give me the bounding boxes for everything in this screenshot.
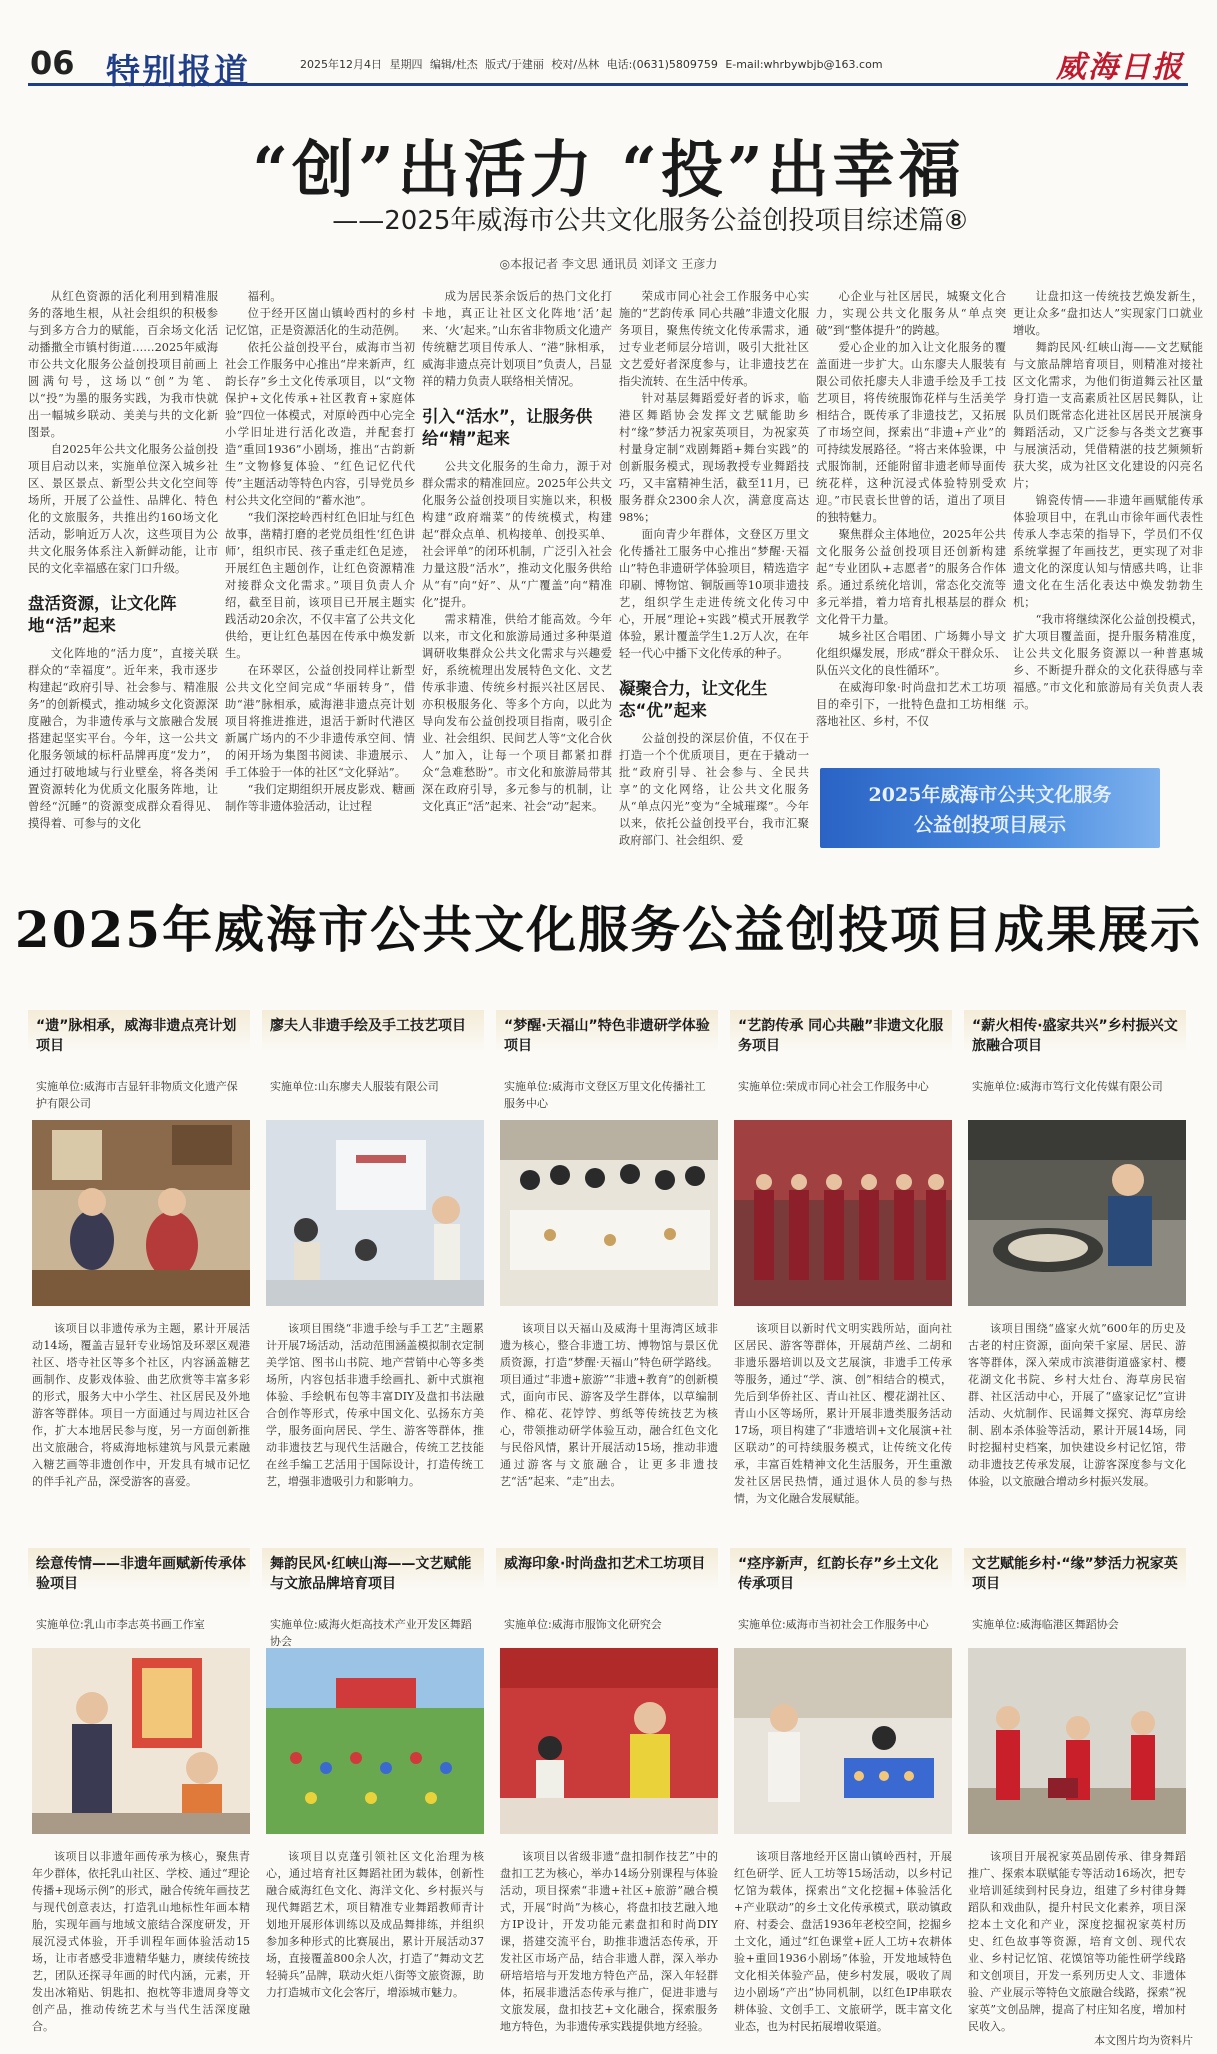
project-description: 该项目以克蓬引领社区文化治理为核心，通过培育社区舞蹈社团为载体，创新性融合威海红色文化、海洋文化、乡村振兴与现代舞蹈艺术，项目精准专业舞蹈教师青计划地开展形体训练以及成品舞排练，并组织参加多种形式的比赛展出，累计开展活动37场，直接覆盖800余人次，打造了“舞动文艺轻骑兵”品牌，联动火炬八街等文旅资源，助力打造城市文化会客厅，增添城市魅力。	[266, 1850, 484, 1999]
project-title: “痉序新声，红韵长存”乡土文化传承项目	[738, 1556, 939, 1592]
project-description: 该项目围绕“盛家火炕”600年的历史及古老的村庄资源，面向荣千家屋、居民、游客等群体，深入荣成市滨港街道盛家村、樱花湖文化书院、乡村大灶台、海草房民宿群、社区活动中心，开展了“盛家记忆”宣讲活动、火炕制作、民谣舞文探究、海草房绘制、剧本杀体验等活动，累计开展14场，同时挖掘村史档案，加快建设乡村记忆馆，带动非遗技艺传承发展，让游客深度参与文化体验，以文旅融合增动乡村振兴发展。	[968, 1322, 1186, 1488]
newspaper-logo: 威海日报	[1056, 50, 1184, 85]
project-photo	[734, 1648, 952, 1834]
paragraph: 锦瓷传情——非遗年画赋能传承体验项目中，在乳山市徐年画代表性传承人李志荣的指导下，学员们不仅系统掌握了年画技艺，更实现了对非遗文化的深度认知与情感共鸣，让非遗文化在生活化表达中焕发勃勃生机；	[1013, 494, 1203, 609]
project-photo	[32, 1120, 250, 1306]
project-photo	[500, 1120, 718, 1306]
project-photo	[968, 1648, 1186, 1834]
paragraph: 依托公益创投平台，威海市当初社会工作服务中心推出“岸来新声，红韵长存”乡土文化传承项目，以“文物保护+文化传承+社区教育+家庭体验”四位一体模式，对原岭西中心完全小学旧址进行活化改造，并配套打造“重回1936”小剧场，推出“古韵新生”文物修复体验、“红色记忆代代传”主题活动等特色内容，引导党员乡村公共文化空间的“蓄水池”。	[225, 341, 415, 507]
masthead	[28, 40, 1188, 92]
byline: ◎本报记者 李文思 通讯员 刘译文 王彦力	[499, 257, 718, 271]
paragraph: “我们深挖岭西村红色旧址与红色故事，凿精打磨的老党员组性‘红色讲师’，组织市民、孩子重走红色足迹，开展红色主题创作，让红色资源精准对接群众文化需求。”项目负责人介绍，截至目前，该项目已开展主题实践活动20余次，不仅丰富了公共文化供给，更让红色基因在传承中焕发新生。	[225, 511, 415, 660]
paragraph: 成为居民茶余饭后的热门文化打卡地，真正让社区文化阵地‘活’起来、‘火’起来。”山东省非物质文化遗产传统糖艺项目传承人、“港”脉相承，威海非遗点亮计划项目”负责人，吕显祥的精力负责人联络相关情况。	[422, 290, 612, 388]
project-photo	[968, 1120, 1186, 1306]
project-unit: 实施单位:威海市吉显轩非物质文化遗产保护有限公司	[36, 1080, 238, 1110]
project-description: 该项目以非遗年画传承为核心，聚焦青年少群体，依托乳山社区、学校、通过“理论传播+现场示例”的形式，融合传统年画技艺与现代创意表达，打造乳山地标性年画本精胎，实现年画与地域文旅结合深度研发，开展沉浸式体验，开手训程年画体验活动15场，让市者感受非遗精华魅力，赓续传统技艺，团队还探寻年画的时代内涵，元素，开发出冰箱贴、钥匙扣、抱枕等非遗周身等文创产品，推动传统艺术与当代生活深度融合。	[32, 1850, 250, 2033]
project-unit: 实施单位:威海临港区舞蹈协会	[972, 1618, 1119, 1631]
project-card	[964, 1548, 1186, 2054]
paragraph: 文化阵地的“活力度”，直接关联群众的“幸福度”。近年来，我市逐步构建起“政府引导、社会参与、精准服务”的创新模式，推动城乡文化资源深度融合，为非遗传承与文旅融合发展搭建起坚实平台。今年，这一公共文化服务领域的标杆品牌再度“发力”，通过打破地域与行业壁垒，将各类闲置资源转化为优质文化服务阵地，让曾经“沉睡”的资源变成群众看得见、摸得着、可参与的文化	[28, 647, 218, 830]
paragraph: 聚焦群众主体地位，2025年公共文化服务公益创投项目还创新构建起“专业团队+志愿者”的服务合作体系。通过系统化培训，常态化交流等多元举措，着力培育扎根基层的群众文化骨干力量。	[816, 528, 1006, 626]
project-title: 廖夫人非遗手绘及手工技艺项目	[270, 1018, 466, 1034]
paragraph: 爱心企业的加入让文化服务的覆盖面进一步扩大。山东廖夫人服装有限公司依托廖夫人非遗手绘及手工技艺项目，将传统服饰花样与生活美学相结合，既传承了非遗技艺，又拓展了市场空间，探索出“非遗+产业”的可持续发展路径。“将古来体验课，中式服饰制，还能附留非遗老师导面传统花样，这种沉浸式体验特别受欢迎。”市民袁长世曾的话，道出了项目的独特魅力。	[816, 341, 1006, 524]
project-description: 该项目以新时代文明实践所站，面向社区居民、游客等群体，开展葫芦丝、二胡和非遗乐器培训以及文艺展演，非遗手工传承等服务，通过“学、演、创”相结合的模式，先后到华侨社区、青山社区、樱花湖社区、青山小区等场所，累计开展非遗类服务活动17场，项目构建了“非遗培训+文化展演+社区联动”的可持续服务模式，让传统文化传承，丰富百姓精神文化生活服务，开生重激发社区居民热情，通过退休人员的参与热情，为文化融合发展赋能。	[734, 1322, 952, 1505]
article-column-6	[1013, 288, 1203, 748]
project-photo	[266, 1120, 484, 1306]
project-title: 文艺赋能乡村·“缘”梦活力祝家英项目	[972, 1556, 1178, 1592]
issue-meta: 2025年12月4日 星期四 编辑/杜杰 版式/于建丽 校对/丛林 电话:(0631)5809759 E-mail:whrbywbjb@163.com	[300, 58, 883, 71]
project-description: 该项目以天福山及威海十里海湾区域非遗为核心，整合非遗工坊、博物馆与景区优质资源，打造“梦醒·天福山”特色研学路线。项目通过“非遗+旅游”“非遗+教育”的创新模式，面向市民、游客及学生群体，以草编制作、棉花、花饽饽、剪纸等传统技艺为核心，带领推动研学体验互动，融合红色文化与民俗风情，累计开展活动15场，推动非遗通过游客与文旅融合，让更多非遗技艺“活”起来、“走”出去。	[500, 1322, 718, 1488]
project-card	[262, 1548, 484, 2054]
photo-credit: 本文图片均为资料片	[1094, 2034, 1193, 2047]
project-card	[28, 1548, 250, 2054]
banner-line-1: 2025年威海市公共文化服务	[868, 784, 1112, 806]
paragraph: 在威海印象·时尚盘扣艺术工坊项目的牵引下，一批特色盘扣工坊相继落地社区、乡村，不仅	[816, 681, 1006, 728]
paragraph: “我们定期组织开展皮影戏、糖画制作等非遗体验活动，让过程	[225, 783, 415, 813]
project-photo	[32, 1648, 250, 1834]
paragraph: 针对基层舞蹈爱好者的诉求，临港区舞蹈协会发挥文艺赋能助乡村“缘”梦活力祝家英项目，为祝家英村量身定制“戏剧舞蹈+舞台实践”的创新服务模式，现场教授专业舞蹈技巧，又丰富精神生活，截至11月，已服务群众2300余人次，满意度高达98%；	[619, 392, 809, 524]
paragraph: 位于经开区崮山镇岭西村的乡村记忆馆，正是资源活化的生动范例。	[225, 307, 415, 337]
section-title: 2025年威海市公共文化服务公益创投项目成果展示	[14, 900, 1203, 959]
project-banner	[820, 768, 1160, 848]
project-description: 该项目落地经开区崮山镇岭西村，开展红色研学、匠人工坊等15场活动，以乡村记忆馆为载体，探索出“文化挖掘+体验活化+产业联动”的乡土文化传承模式，联动镇政府、村委会、盘活1936年老校空间，挖掘乡土文化，通过“红色课堂+匠人工坊+农耕体验+重回1936小剧场”体验，开发地域特色文化相关体验产品，使乡村发展，吸收了周边小剧场“产出”协同机制，以红色IP串联农耕体验、文创手工、文旅研学，既丰富文化业态，也为村民拓展增收渠道。	[734, 1850, 952, 2033]
subheading: 引入“活水”，让服务供给“精”起来	[422, 407, 593, 448]
project-photo	[734, 1120, 952, 1306]
paragraph: 在环翠区，公益创投同样让新型公共文化空间完成“华丽转身”，借助“港”脉相承，威海港非遗点亮计划项目将推进推进，退活于新时代港区新属广场内的不少非遗传承空间、情的闲开场为集图书阅读、非遗展示、手工体验于一体的社区“文化驿站”。	[225, 664, 415, 779]
project-title: 威海印象·时尚盘扣艺术工坊项目	[504, 1556, 706, 1572]
article-column-3	[422, 288, 612, 868]
project-title: “遗”脉相承，威海非遗点亮计划项目	[36, 1018, 237, 1054]
project-description: 该项目以非遗传承为主题，累计开展活动14场，覆盖吉显轩专业场馆及环翠区观港社区、塔寺社区等多个社区，内容涵盖糖艺画制作、皮影戏体验、曲艺欣赏等丰富多彩的形式，服务大中小学生、社区居民及外地游客等群体。项目一方面通过与周边社区合作，扩大本地居民参与度，另一方面创新推出文旅融合，将威海地标建筑与风景元素融入糖艺画等非遗创作中，开发具有城市记忆的伴手礼产品，深受游客的喜爱。	[32, 1322, 250, 1488]
project-photo	[266, 1648, 484, 1834]
article-column-2	[225, 288, 415, 868]
project-title: 舞韵民风·红峡山海——文艺赋能与文旅品牌培育项目	[270, 1556, 472, 1592]
project-card	[730, 1010, 952, 1570]
banner-line-2: 公益创投项目展示	[913, 814, 1066, 836]
project-unit: 实施单位:荣成市同心社会工作服务中心	[738, 1080, 929, 1093]
page-headline: “创”出活力 “投”出幸福	[252, 133, 965, 206]
paragraph: 舞韵民风·红峡山海——文艺赋能与文旅品牌培育项目，则精准对接社区文化需求，为他们街道舞云社区量身打造一支高素质社区居民舞队，让队员们既常态化进社区居民开展演身舞蹈活动，又广泛参与各类文艺赛事与展演活动，凭借精湛的技艺频频斩获大奖，成为社区文化建设的闪亮名片；	[1013, 341, 1203, 490]
paragraph: 从红色资源的活化利用到精准服务的落地生根，从社会组织的积极参与到多方合力的赋能，百余场文化活动播撒全市镇村街道……2025年威海市公共文化服务公益创投项目前画上圆满句号，这场以“创”为笔、以“投”为墨的服务实践，为我市快就出一幅城乡联动、美美与共的文化新图景。	[28, 290, 218, 439]
project-card	[28, 1010, 250, 1570]
paragraph: 需求精准，供给才能高效。今年以来，市文化和旅游局通过多种渠道调研收集群众公共文化需求与兴趣爱好，系统梳理出发展特色文化、文艺传承非遗、传统乡村振兴社区居民、亦积极服务化、等多个方向，以此为导向发布公益创投项目指南，吸引企业、社会组织、民间艺人等“文化合伙人”加入，让每一个项目都紧扣群众“急难愁盼”。市文化和旅游局带其深在政府引导，多元参与的机制，让文化真正“活”起来、社会“动”起来。	[422, 613, 612, 813]
subheading: 盘活资源，让文化阵地“活”起来	[28, 594, 177, 635]
project-unit: 实施单位:威海市笃行文化传媒有限公司	[972, 1080, 1163, 1093]
project-card	[496, 1010, 718, 1570]
project-title: “薪火相传·盛家共兴”乡村振兴文旅融合项目	[972, 1018, 1178, 1054]
paragraph: 面向青少年群体，文登区万里文化传播社工服务中心推出“梦醒·天福山”特色非遗研学体验项目，精选造字印刷、博物馆、铜版画等10项非遗技艺，组织学生走进传统文化传习中心，开展“理论+实践”模式开展教学体验，累计覆盖学生1.2万人次，在年轻一代心中播下文化传承的种子。	[619, 528, 809, 660]
article-column-4	[619, 288, 809, 868]
project-card	[730, 1548, 952, 2054]
project-unit: 实施单位:威海市服饰文化研究会	[504, 1618, 662, 1631]
article-column-1	[28, 288, 218, 868]
project-description: 该项目围绕“非遗手绘与手工艺”主题累计开展7场活动，活动范围涵盖模拟制衣定制美学馆、图书山书院、地产营销中心等多类场所，内容包括非遗手绘画扎、新中式旗袍体验、手绘帆布包等丰富DIY及盘扣书法融合创作等形式，传承中国文化、弘扬东方美学，服务面向居民、学生、游客等群体，推动非遗技艺与现代生活融合，传统工艺技能在丝手编工艺活用于国际设计，打造传统工艺，增强非遗吸引力和影响力。	[266, 1322, 484, 1488]
paragraph: 公共文化服务的生命力，源于对群众需求的精准回应。2025年公共文化服务公益创投项目实施以来，积极构建“政府端菜”的传统模式，构建起“群众点单、机构接单、创投买单、社会评单”的闭环机制，广泛引入社会力量这股“活水”，推动文化服务供给从“有”向“好”、从“广覆盖”向“精准化”提升。	[422, 460, 612, 609]
project-unit: 实施单位:威海市当初社会工作服务中心	[738, 1618, 929, 1631]
subheading: 凝聚合力，让文化生态“优”起来	[619, 679, 768, 720]
paragraph: “我市将继续深化公益创投模式，扩大项目覆盖面，提升服务精准度，让公共文化服务资源以一种普惠城乡、不断提升群众的文化获得感与幸福感。”市文化和旅游局有关负责人表示。	[1013, 613, 1203, 711]
project-unit: 实施单位:乳山市李志英书画工作室	[36, 1618, 205, 1631]
paragraph: 荣成市同心社会工作服务中心实施的“艺韵传承 同心共融”非遗文化服务项目，聚焦传统文化传承需求，通过专业老师层分培训，吸引大批社区文艺爱好者深度参与，让非遗技艺在指尖流转、在生活中传承。	[619, 290, 809, 388]
project-unit: 实施单位:威海市文登区万里文化传播社工服务中心	[504, 1080, 706, 1110]
paragraph: 公益创投的深层价值，不仅在于打造一个个优质项目，更在于撬动一批“政府引导、社会参与、全民共享”的文化网络，让公共文化服务从“单点闪光”变为“全城璀璨”。今年以来，依托公益创投平台，我市汇聚政府部门、社会组织、爱	[619, 732, 809, 847]
project-photo	[500, 1648, 718, 1834]
section-name: 特别报道	[106, 52, 250, 92]
project-description: 该项目以省级非遗“盘扣制作技艺”中的盘扣工艺为核心，举办14场分别课程与体验活动，项目探索“非遗+社区+旅游”融合模式，开展“时尚”为核心，将盘扣技艺融入地方IP设计，开发功能元素盘扣和时尚DIY课，搭建交流平台，助推非遗活态传承，开发社区市场产品，结合非遗人群，深入举办研培培培与开发地方特色产品，深入年轻群体，拓展非遗活态传承与推广，促进非遗与文旅发展，盘扣技艺+文化融合，探索服务地方特色，为非遗传承实践提供地方经验。	[500, 1850, 718, 2033]
project-description: 该项目开展祝家英品剧传承、律身舞蹈推广、探索本联赋能专等活动16场次，把专业培训延续到村民身边，组建了乡村律身舞蹈队和戏曲队，提升村民文化素养，项目深挖本土文化和产业，深度挖掘祝家英村历史、红色故事等资源，培育文创、现代农业、乡村记忆馆、花馍馆等功能性研学线路和文创项目，开发一系列历史人文、非遗体验、产业展示等特色文旅融合线路，探索“祝家英”文创品牌，提高了村庄知名度，增加村民收入。	[968, 1850, 1186, 2033]
project-title: “艺韵传承 同心共融”非遗文化服务项目	[738, 1018, 944, 1054]
project-unit: 实施单位:山东廖夫人服装有限公司	[270, 1080, 439, 1093]
project-unit: 实施单位:威海火炬高技术产业开发区舞蹈协会	[270, 1618, 472, 1648]
project-card	[496, 1548, 718, 2054]
paragraph: 让盘扣这一传统技艺焕发新生，更让众多“盘扣达人”实现家门口就业增收。	[1013, 290, 1203, 337]
project-title: “梦醒·天福山”特色非遗研学体验项目	[504, 1018, 710, 1054]
paragraph: 福利。	[247, 290, 282, 303]
page-number: 06	[30, 44, 75, 82]
paragraph: 自2025年公共文化服务公益创投项目启动以来，实施单位深入城乡社区、景区景点、新型公共文化空间等场所，开展了公益性、品牌化、特色化的文旅服务，共推出约160场文化活动，影响近万人次，这些项目为公共文化服务体系注入新鲜动能，让市民的文化幸福感在家门口升级。	[28, 443, 218, 575]
project-title: 绘意传情——非遗年画赋新传承体验项目	[36, 1556, 246, 1592]
paragraph: 城乡社区合唱团、广场舞小导文化组织爆发展，形成“群众干群众乐、队伍兴文化的良性循环”。	[816, 630, 1006, 677]
project-card	[964, 1010, 1186, 1570]
project-card	[262, 1010, 484, 1570]
page-subheadline: ——2025年威海市公共文化服务公益创投项目综述篇⑧	[332, 206, 968, 236]
paragraph: 心企业与社区居民，城聚文化合力，实现公共文化服务从“单点突破”到“整体提升”的跨越。	[816, 290, 1006, 337]
